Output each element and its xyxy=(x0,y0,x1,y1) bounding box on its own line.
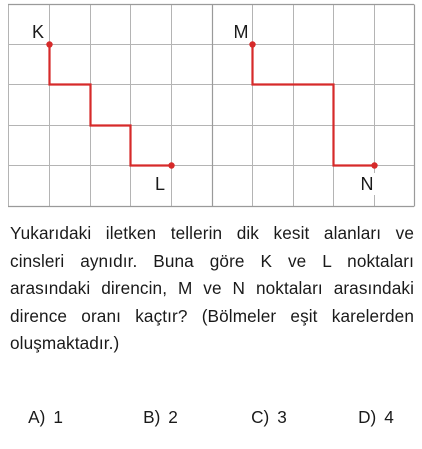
grid-frame xyxy=(8,5,415,207)
option-d-value: 4 xyxy=(384,407,394,427)
wire-grid-figure xyxy=(0,0,422,212)
option-c-letter: C) xyxy=(251,407,270,427)
option-b[interactable] xyxy=(124,386,178,449)
point-k xyxy=(46,41,52,47)
wire-k-l xyxy=(50,45,172,166)
option-b-value: 2 xyxy=(168,407,178,427)
label-n: N xyxy=(360,174,374,194)
label-m: M xyxy=(233,22,249,42)
option-a-value: 1 xyxy=(53,407,63,427)
label-k: K xyxy=(31,22,45,42)
option-d-letter: D) xyxy=(358,407,377,427)
option-d[interactable] xyxy=(339,386,394,449)
label-l: L xyxy=(154,174,166,194)
question-text: Yukarıdaki iletken tellerin dik kesit alanları ve cinsleri aynıdır. Buna göre K ve L noktaları arasındaki direncin, M ve N noktaları arasındaki dirence oranı kaçtır? (Bölmeler eşit karelerden oluşmaktadır.) xyxy=(10,223,414,353)
point-m xyxy=(249,41,255,47)
wire-m-n xyxy=(253,45,375,166)
answer-options xyxy=(0,386,422,427)
option-c[interactable] xyxy=(232,386,287,449)
point-l xyxy=(168,162,174,168)
option-a-letter: A) xyxy=(28,407,46,427)
point-n xyxy=(371,162,377,168)
option-a[interactable] xyxy=(10,386,63,449)
option-b-letter: B) xyxy=(143,407,161,427)
option-c-value: 3 xyxy=(277,407,287,427)
